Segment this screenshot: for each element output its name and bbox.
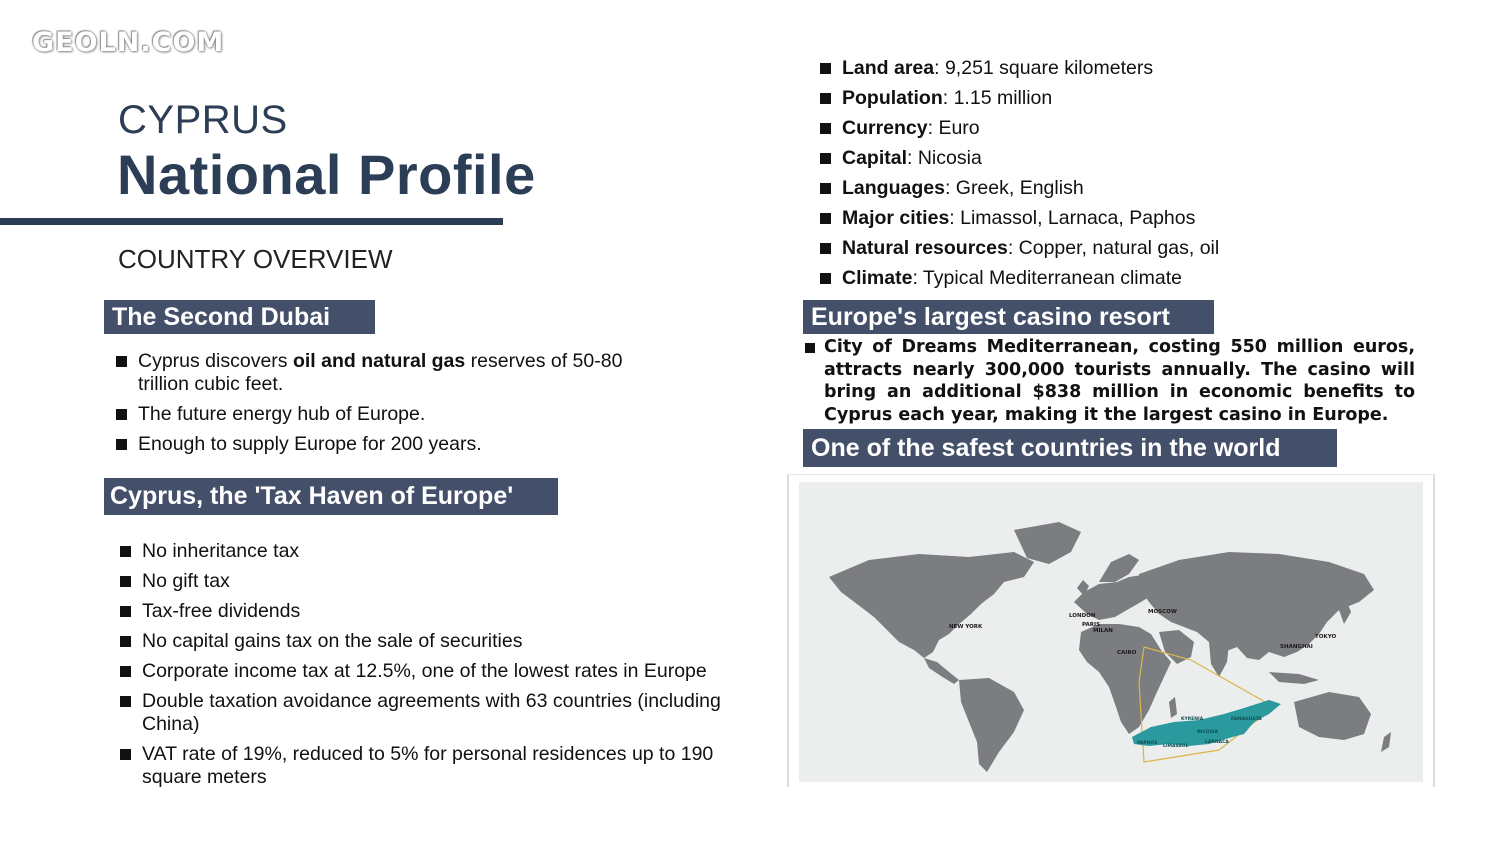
list-item: Double taxation avoidance agreements with 63 countries (including China) <box>120 690 760 736</box>
cyprus-label-paphos: PAPHOS <box>1137 741 1158 746</box>
list-item: Tax-free dividends <box>120 600 760 623</box>
fact-item: Capital: Nicosia <box>820 147 1440 170</box>
heading-casino: Europe's largest casino resort <box>803 300 1214 334</box>
tax-list <box>120 540 760 796</box>
list-item: Corporate income tax at 12.5%, one of the lowest rates in Europe <box>120 660 760 683</box>
casino-text: City of Dreams Mediterranean, costing 550 million euros, attracts nearly 300,000 tourists annually. The casino will bring an additional $838 million in economic benefits to Cyprus each year, making it the largest casino in Europe. <box>805 336 1415 426</box>
heading-tax-haven: Cyprus, the 'Tax Haven of Europe' <box>104 478 558 515</box>
heading-second-dubai: The Second Dubai <box>104 300 375 334</box>
energy-list <box>116 350 676 463</box>
fact-item: Climate: Typical Mediterranean climate <box>820 267 1440 290</box>
casino-paragraph <box>805 336 1415 426</box>
heading-safety: One of the safest countries in the world <box>803 429 1337 467</box>
cyprus-label-nicosia: NICOSIA <box>1197 730 1218 735</box>
city-label-new-york: NEW YORK <box>949 624 983 630</box>
city-label-london: LONDON <box>1069 613 1096 619</box>
facts-list <box>820 57 1440 297</box>
section-subtitle: COUNTRY OVERVIEW <box>118 244 393 274</box>
cyprus-label-famagusta: FAMAGUSTA <box>1231 717 1262 722</box>
fact-item: Major cities: Limassol, Larnaca, Paphos <box>820 207 1440 230</box>
cyprus-label-kyrenia: KYRENIA <box>1181 717 1204 722</box>
cyprus-label-larnaca: LARNACA <box>1205 740 1229 745</box>
list-item: No capital gains tax on the sale of securities <box>120 630 760 653</box>
city-label-cairo: CAIRO <box>1117 650 1137 656</box>
cyprus-label-limassol: LIMASSOL <box>1163 744 1189 749</box>
city-label-shanghai: SHANGHAI <box>1280 644 1313 650</box>
fact-item: Population: 1.15 million <box>820 87 1440 110</box>
world-map <box>787 474 1435 787</box>
fact-item: Languages: Greek, English <box>820 177 1440 200</box>
list-item: Cyprus discovers oil and natural gas reserves of 50-80 trillion cubic feet. <box>116 350 676 396</box>
fact-item: Land area: 9,251 square kilometers <box>820 57 1440 80</box>
list-item: No gift tax <box>120 570 760 593</box>
city-label-paris: PARIS <box>1082 622 1101 628</box>
city-label-tokyo: TOKYO <box>1315 634 1337 640</box>
list-item: The future energy hub of Europe. <box>116 403 676 426</box>
watermark: GEOLN.COM <box>32 27 225 58</box>
title-divider <box>0 218 503 225</box>
city-label-milan: MILAN <box>1093 628 1113 634</box>
list-item: VAT rate of 19%, reduced to 5% for personal residences up to 190 square meters <box>120 743 760 789</box>
list-item: No inheritance tax <box>120 540 760 563</box>
fact-item: Natural resources: Copper, natural gas, oil <box>820 237 1440 260</box>
world-map-graphic <box>799 482 1423 782</box>
page-title: National Profile <box>117 143 536 206</box>
city-label-moscow: MOSCOW <box>1148 609 1177 615</box>
list-item: Enough to supply Europe for 200 years. <box>116 433 676 456</box>
country-name: CYPRUS <box>118 98 288 142</box>
fact-item: Currency: Euro <box>820 117 1440 140</box>
